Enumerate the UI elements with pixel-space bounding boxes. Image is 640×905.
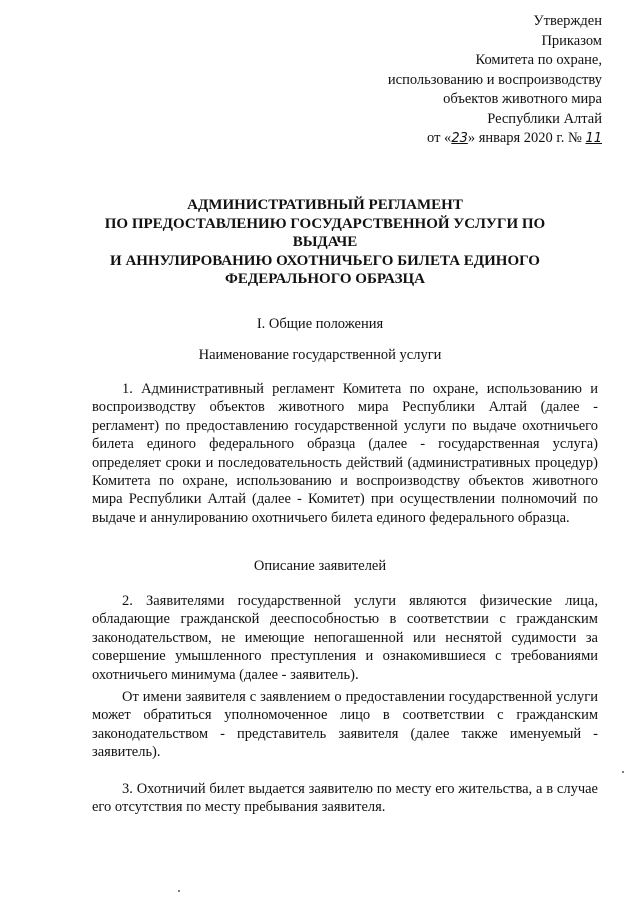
subsection-heading-applicants: Описание заявителей: [253, 558, 387, 574]
paragraph-3: От имени заявителя с заявлением о предоставлении государственной услуги может обратиться уполномоченное лицо в соответствии с гражданским законодательством - представитель заявителя (далее также именуемый - заявитель).: [92, 689, 598, 761]
title-line: ПО ПРЕДОСТАВЛЕНИЮ ГОСУДАРСТВЕННОЙ УСЛУГИ ПО ВЫДАЧЕ: [104, 215, 546, 250]
scan-speck: [178, 890, 180, 892]
approval-stamp-block: [388, 12, 602, 149]
paragraph-4: 3. Охотничий билет выдается заявителю по месту его жительства, а в случае его отсутствия по месту пребывания заявителя.: [92, 781, 598, 816]
approval-line: Приказом: [541, 32, 602, 49]
scan-speck: [622, 771, 624, 773]
date-prefix: от «: [427, 130, 452, 146]
date-day: 23: [451, 131, 468, 146]
approval-line: Утвержден: [533, 13, 602, 29]
title-line: И АННУЛИРОВАНИЮ ОХОТНИЧЬЕГО БИЛЕТА ЕДИНОГО ФЕДЕРАЛЬНОГО ОБРАЗЦА: [110, 252, 540, 287]
section-heading-general: I. Общие положения: [256, 316, 384, 332]
paragraph-2: 2. Заявителями государственной услуги являются физические лица, обладающие гражданской дееспособностью в соответствии с гражданским законодательством, не имеющие непогашенной или неснятой судимости за совершение умышленного преступления и ознакомившиеся с требованиями охотничьего минимума (далее - заявитель).: [92, 593, 598, 683]
approval-line: Республики Алтай: [487, 110, 602, 127]
paragraph-1: 1. Административный регламент Комитета по охране, использованию и воспроизводству объектов животного мира Республики Алтай (далее - регламент) по предоставлению государственной услуги по выдаче охотничьего билета единого федерального образца (далее - государственная услуга) определяет сроки и последовательность действий (административных процедур) Комитета по охране, использованию и воспроизводству объектов животного мира Республики Алтай (далее - Комитет) при осуществлении полномочий по выдаче и аннулированию охотничьего билета единого федерального образца.: [92, 381, 598, 526]
approval-line: использованию и воспроизводству: [387, 71, 602, 88]
document-title: [95, 196, 555, 289]
date-middle: » января 2020 г. №: [467, 130, 586, 146]
approval-line: объектов животного мира: [443, 91, 602, 107]
approval-date-line: [388, 129, 602, 149]
title-line: АДМИНИСТРАТИВНЫЙ РЕГЛАМЕНТ: [187, 197, 463, 213]
approval-line: Комитета по охране,: [475, 52, 602, 68]
subsection-heading-service-name: Наименование государственной услуги: [198, 347, 442, 363]
order-number: 11: [585, 131, 602, 146]
